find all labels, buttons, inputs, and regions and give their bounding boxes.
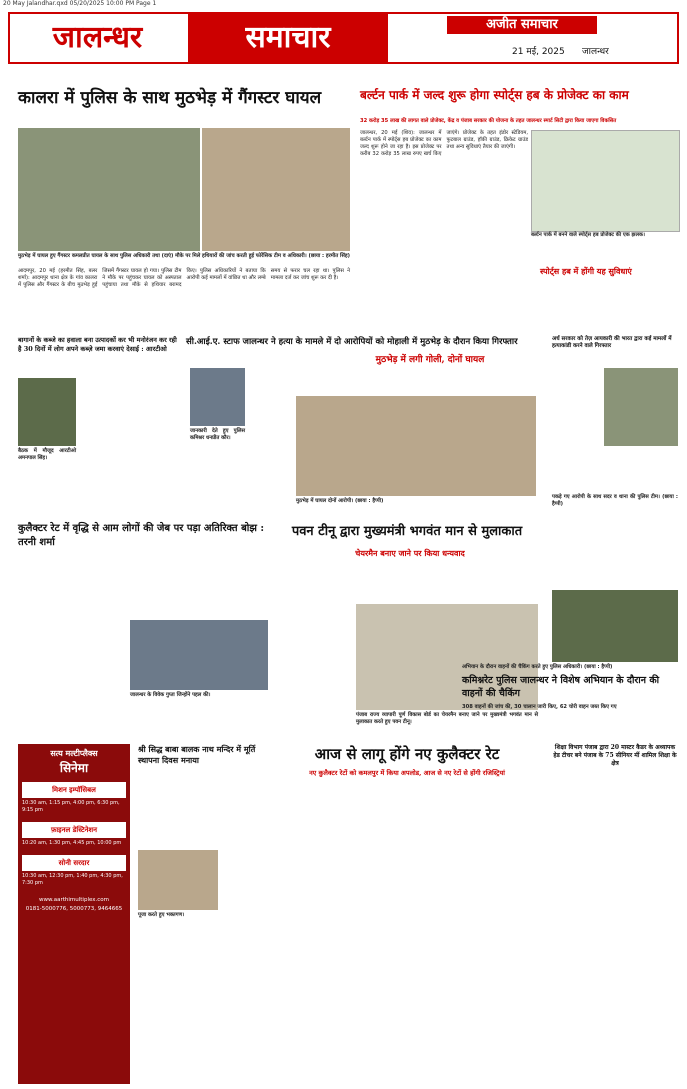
story2-headline-box bbox=[360, 88, 678, 114]
masthead-part3 bbox=[392, 14, 677, 62]
issue-date: 21 मई, 2025 bbox=[512, 47, 565, 57]
story3-subhead: मुठभेड़ में लगी गोली, दोनों घायल bbox=[375, 355, 485, 365]
masthead-brand: अजीत समाचार bbox=[447, 16, 597, 34]
story6-photo bbox=[130, 620, 268, 690]
story8-subhead: 308 वाहनों की जांच की, 30 चालान जारी किए, 62 चोरी वाहन जब्त किए गए bbox=[462, 704, 617, 710]
story11-headline-box bbox=[552, 744, 678, 778]
story1-headline: कालरा में पुलिस के साथ मुठभेड़ में गैंगस्टर घायल bbox=[18, 88, 322, 108]
story2-sitemap-image bbox=[531, 130, 680, 232]
story8-headline-box bbox=[462, 674, 678, 704]
story7-headline-box bbox=[276, 522, 538, 546]
story4-caption: बैठक में मौजूद आरटीओ अमनपाल सिंह। bbox=[18, 448, 76, 461]
story10-headline-box bbox=[276, 744, 538, 766]
story8-headline: कमिश्नरेट पुलिस जालन्धर ने विशेष अभियान के दौरान की वाहनों की चैकिंग bbox=[462, 675, 660, 699]
cinema-ad-title: सत्य मल्टीप्लैक्स bbox=[50, 748, 98, 758]
movie3-title: सोनी सरदार bbox=[22, 855, 126, 871]
story5-photo bbox=[604, 368, 678, 446]
masthead-part2: समाचार bbox=[188, 14, 388, 62]
story1-photo-right bbox=[202, 128, 350, 251]
story3-photo bbox=[296, 396, 536, 496]
story1-caption: मुठभेड़ में घायल हुए गैंगस्टर कमलप्रीत घायल के साथ पुलिस अधिकारी तथा (दाएं) मौके पर मिले हथियारों की जांच करती हुई फोरेंसिक टीम व अधिकारी। (छाया : हरमीत सिंह) bbox=[18, 253, 350, 259]
story9-photo bbox=[138, 850, 218, 910]
cinema-ad bbox=[18, 744, 130, 1084]
cinema-web: www.aarthimultiplex.com bbox=[38, 897, 110, 903]
movie1-times: 10:30 am, 1:15 pm, 4:00 pm, 6:30 pm, 9:15 pm bbox=[22, 800, 120, 813]
story11-headline: शिक्षा विभाग पंजाब द्वारा 20 मास्टर कैडर के अध्यापक हेड टीचर बने पंजाब के 75 सीनियर मीं शामिल शिक्षा के क्षेत्र bbox=[553, 744, 677, 767]
story5-caption: पकड़े गए आरोपी के साथ सदर व थाना की पुलिस टीम। (छाया : हैप्पी) bbox=[552, 494, 678, 507]
story6-caption: जालन्धर के विवेक गुप्ता जिन्होंने पहल की। bbox=[130, 692, 211, 698]
issue-city: जालन्धर bbox=[582, 47, 609, 57]
movie2-title: फ़ाइनल डेस्टिनेशन bbox=[22, 822, 126, 838]
story1-body: आदमपुर, 20 मई (हरमीत सिंह, बलर शर्मा): आदमपुर थाना क्षेत्र के गांव कालरा में पुलिस और गैंगस्टर के बीच मुठभेड़ हुई जिसमें गैंगस्टर घायल हो गया। पुलिस टीम ने मौके पर पहुंचकर घायल को अस्पताल पहुंचाया तथा मौके से हथियार बरामद किए। पुलिस अधिकारियों ने बताया कि आरोपी कई मामलों में वांछित था और लम्बे समय से फरार चल रहा था। पुलिस ने मामला दर्ज कर जांच शुरू कर दी है। bbox=[18, 268, 350, 288]
story7-subhead: चेयरमैन बनाए जाने पर किया धन्यवाद bbox=[355, 548, 465, 558]
story1-photo-left bbox=[18, 128, 200, 251]
story3-caption: मुठभेड़ में घायल दोनों आरोपी। (छाया : हैप्पी) bbox=[296, 498, 384, 504]
story9-headline: श्री सिद्ध बाबा बालक नाथ मन्दिर में मूर्ति स्थापना दिवस मनाया bbox=[138, 744, 256, 765]
story1-headline-box bbox=[18, 88, 350, 130]
story8-caption: अभियान के दौरान वाहनों की चैकिंग करते हुए पुलिस अधिकारी। (छाया : हैप्पी) bbox=[462, 664, 613, 670]
cinema-phone: 0181-5000776, 5000773, 9464665 bbox=[25, 906, 123, 912]
story2-body: जालन्धर, 20 मई (शिव): जालन्धर में बर्ल्टन पार्क में स्पोर्ट्स हब प्रोजेक्ट का काम जल्द शुरू होने जा रहा है। इस प्रोजेक्ट पर करीब 32 करोड़ 35 लाख रुपए खर्च किए जाएंगे। प्रोजेक्ट के तहत इंडोर स्टेडियम, फुटबाल ग्राउंड, हॉकी ग्राउंड, क्रिकेट ग्राउंड तथा अन्य सुविधाएं तैयार की जाएंगी। bbox=[360, 130, 528, 157]
movie1-title: मिशन इम्पॉसिबल bbox=[22, 782, 126, 798]
story9-caption: पूजा करते हुए भक्तगण। bbox=[138, 912, 185, 918]
story10-headline: आज से लागू होंगे नए कुलैक्टर रेट bbox=[314, 745, 500, 763]
story2-caption: बर्ल्टन पार्क में बनने वाले स्पोर्ट्स हब प्रोजेक्ट की एक झलक। bbox=[531, 232, 645, 238]
cinema-ad-subtitle: सिनेमा bbox=[59, 761, 89, 775]
story3-caption2: जानकारी देते हुए पुलिस कमिश्नर धनप्रीत कौर। bbox=[190, 428, 245, 441]
story3-headline: सी.आई.ए. स्टाफ जालन्धर ने हत्या के मामले में दो आरोपियों को मोहाली में मुठभेड़ के दौरान किया गिरफ्तार bbox=[186, 337, 518, 347]
story6-headline: कुलैक्टर रेट में वृद्धि से आम लोगों की जेब पर पड़ा अतिरिक्त बोझ : तरनी शर्मा bbox=[18, 523, 265, 548]
masthead-part1: जालन्धर bbox=[10, 14, 185, 62]
story10-subhead: नए कुलैक्टर रेटों को कमलपुर में किया अपलोड, आज से नए रेटों से होंगी रजिस्ट्रियां bbox=[309, 769, 505, 777]
movie2-times: 10:20 am, 1:30 pm, 4:45 pm, 10:00 pm bbox=[22, 840, 122, 846]
story4-headline: बागानों के कब्जे का हवाला बना उत्पादकों कर भी मनोरंजन कर रही है 30 दिनों में लोग अपने कब्ज़े जमा करवाएं देसाई : आरटीओ bbox=[18, 336, 177, 353]
story2-subhead2: स्पोर्ट्स हब में होंगी यह सुविधाएं bbox=[540, 266, 632, 276]
story2-headline: बर्ल्टन पार्क में जल्द शुरू होगा स्पोर्ट्स हब के प्रोजेक्ट का काम bbox=[360, 88, 629, 102]
story6-headline-box bbox=[18, 522, 268, 556]
story7-caption: पंजाब राज्य व्यापारी पूर्ण विकास बोर्ड का चेयरमैन बनाए जाने पर मुख्यमंत्री भगवंत मान से मुलाकात करते हुए पवन टीनू। bbox=[356, 712, 538, 725]
movie3-times: 10:30 am, 12:30 pm, 1:40 pm, 4:30 pm, 7:30 pm bbox=[22, 873, 123, 886]
story5-headline: अर्ध सरकार को तेज़ आयकारी की भारत द्वारा कई मामलों में हत्याकांडी करने वाले गिरफ्तार bbox=[552, 336, 672, 349]
story3-portrait bbox=[190, 368, 245, 426]
story8-photo bbox=[552, 590, 678, 662]
story7-headline: पवन टीनू द्वारा मुख्यमंत्री भगवंत मान से मुलाकात bbox=[291, 524, 523, 539]
story9-headline-box bbox=[138, 744, 270, 778]
story2-subhead: 32 करोड़ 35 लाख की लागत वाले प्रोजेक्ट, केंद्र व पंजाब सरकार की योजना के तहत जालन्धर स्मार्ट सिटी द्वारा किया जाएगा विकसित bbox=[360, 118, 617, 124]
story4-headline-box bbox=[18, 336, 182, 368]
print-slug: 20 May Jalandhar.qxd 05/20/2025 10:00 PM Page 1 bbox=[3, 0, 157, 7]
story5-headline-box bbox=[552, 336, 678, 358]
story4-photo bbox=[18, 378, 76, 446]
